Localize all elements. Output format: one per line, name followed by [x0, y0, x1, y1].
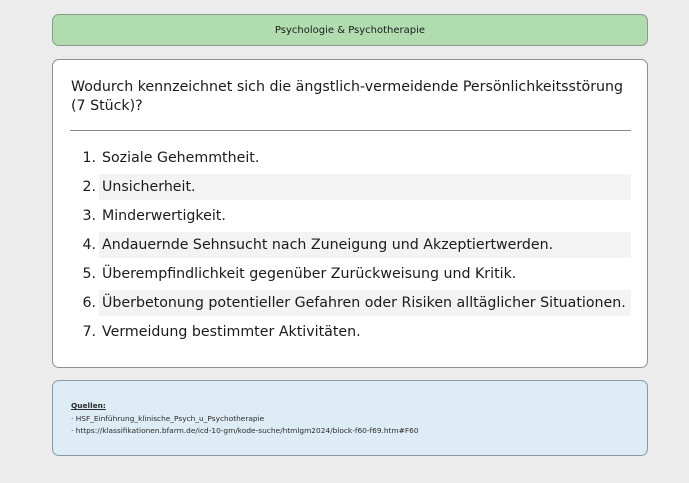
answer-item [71, 203, 631, 229]
answer-item [71, 174, 631, 200]
answer-number: 7. [82, 324, 96, 340]
answer-text: Vermeidung bestimmter Aktivitäten. [102, 324, 361, 340]
answer-item [71, 261, 631, 287]
answer-text: Überempfindlichkeit gegenüber Zurückweisung und Kritik. [102, 266, 517, 282]
answer-number: 1. [82, 150, 96, 166]
category-title: Psychologie & Psychotherapie [274, 24, 426, 36]
answer-item [71, 232, 631, 258]
answer-list [71, 145, 631, 348]
source-link[interactable]: · https://klassifikationen.bfarm.de/icd-10-gm/kode-suche/htmlgm2024/block-f60-f69.htm#F60 [71, 426, 419, 435]
question-text: Wodurch kennzeichnet sich die ängstlich-vermeidende Persönlichkeitsstörung (7 Stück)? [71, 79, 624, 114]
sources-box [52, 380, 648, 456]
answer-text: Überbetonung potentieller Gefahren oder Risiken alltäglicher Situationen. [99, 290, 631, 316]
answer-item [71, 290, 631, 316]
answer-number: 2. [82, 179, 96, 195]
answer-text: Soziale Gehemmtheit. [102, 150, 260, 166]
divider [70, 130, 631, 131]
answer-number: 3. [82, 208, 96, 224]
source-item: · HSF_Einführung_klinische_Psych_u_Psychotherapie [71, 413, 265, 423]
answer-text: Andauernde Sehnsucht nach Zuneigung und Akzeptiertwerden. [99, 232, 631, 258]
answer-number: 6. [82, 295, 96, 311]
question-card [52, 59, 648, 368]
category-header [52, 14, 648, 46]
answer-item [71, 145, 631, 171]
answer-text: Minderwertigkeit. [102, 208, 226, 224]
answer-number: 5. [82, 266, 96, 282]
answer-text: Unsicherheit. [99, 174, 631, 200]
answer-number: 4. [82, 237, 96, 253]
sources-title: Quellen: [71, 401, 106, 410]
answer-item [71, 319, 631, 345]
